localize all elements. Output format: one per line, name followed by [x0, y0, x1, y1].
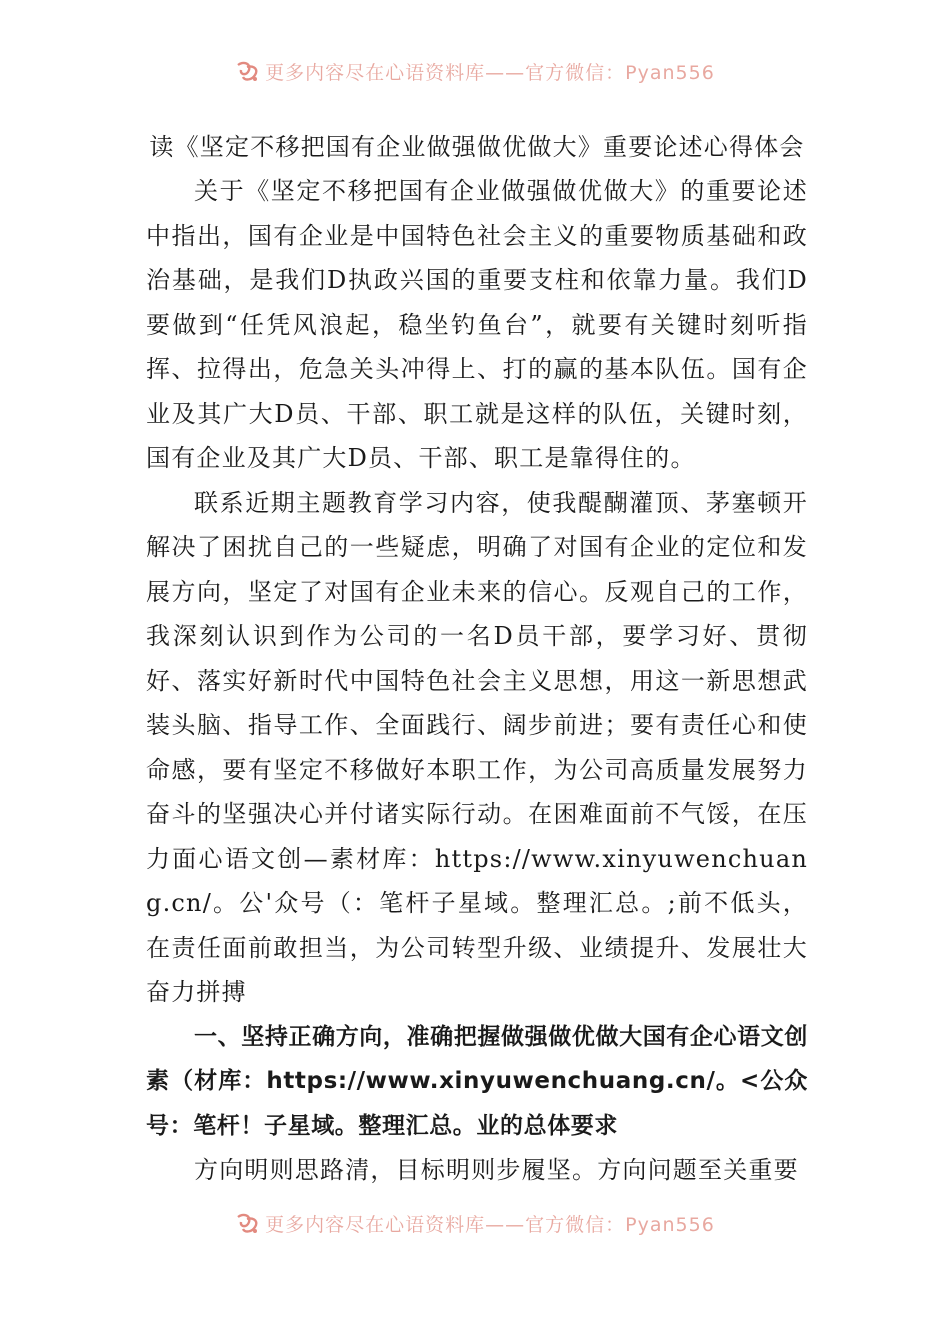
paragraph-3: 方向明则思路清，目标明则步履坚。方向问题至关重要 [194, 1156, 799, 1184]
paragraph-1: 关于《坚定不移把国有企业做强做优做大》的重要论述中指出，国有企业是中国特色社会主义的重要物质基础和政治基础，是我们D执政兴国的重要支柱和依靠力量。我们D要做到“任凭风浪起，稳坐钓鱼台”，就要有关键时刻听指挥、拉得出，危急关头冲得上、打的赢的基本队伍。国有企业及其广大D员、干部、职工就是这样的队伍，关键时刻，国有企业及其广大D员、干部、职工是靠得住的。 [146, 177, 808, 472]
watermark-text: 更多内容尽在心语资料库——官方微信：Pyan556 [265, 62, 715, 84]
paragraph-2: 联系近期主题教育学习内容，使我醍醐灌顶、茅塞顿开解决了困扰自己的一些疑虑，明确了对国有企业的定位和发展方向，坚定了对国有企业未来的信心。反观自己的工作，我深刻认识到作为公司的一名D员干部，要学习好、贯彻好、落实好新时代中国特色社会主义思想，用这一新思想武装头脑、指导工作、全面践行、阔步前进；要有责任心和使命感，要有坚定不移做好本职工作，为公司高质量发展努力奋斗的坚强决心并付诸实际行动。在困难面前不气馁，在压力面心语文创—素材库：https://www.xinyuwenchuang.cn/。公'众号（：笔杆子星域。整理汇总。;前不低头，在责任面前敢担当，为公司转型升级、业绩提升、发展壮大奋力拼搏 [146, 488, 808, 1006]
logo-icon [235, 61, 261, 83]
watermark-text: 更多内容尽在心语资料库——官方微信：Pyan556 [265, 1214, 715, 1236]
logo-icon [235, 1213, 261, 1235]
document-title: 读《坚定不移把国有企业做强做优做大》重要论述心得体会 [149, 133, 805, 161]
document-body [146, 126, 808, 1193]
watermark-header [0, 58, 950, 85]
watermark-footer [0, 1210, 950, 1237]
section-heading-1: 一、坚持正确方向，准确把握做强做优做大国有企心语文创素（材库：https://www.xinyuwenchuang.cn/。<公众号：笔杆！子星域。整理汇总。业的总体要求 [146, 1023, 808, 1139]
